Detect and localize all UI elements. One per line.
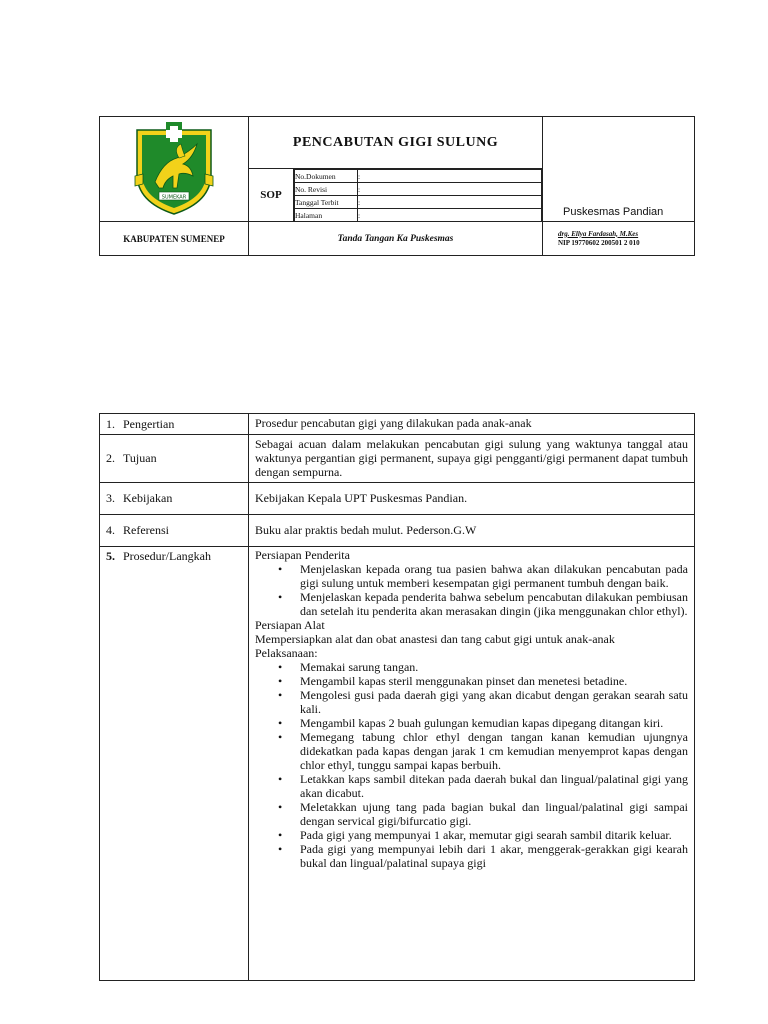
list-item: • Letakkan kaps sambil ditekan pada daerah bukal dan lingual/palatinal gigi yang akan dicabut.	[300, 772, 688, 800]
meta-halaman-label: Halaman	[295, 209, 358, 222]
table-row	[100, 435, 695, 483]
prosedur-content	[249, 547, 695, 981]
document-title: PENCABUTAN GIGI SULUNG	[249, 117, 543, 169]
signature-label: Tanda Tangan Ka Puskesmas	[249, 222, 543, 256]
kabupaten-name: KABUPATEN SUMENEP	[100, 222, 249, 256]
table-row	[100, 414, 695, 435]
table-row	[100, 547, 695, 981]
table-row	[100, 515, 695, 547]
pelaksanaan-title: Pelaksanaan:	[255, 646, 318, 660]
persiapan-alat-text: Mempersiapkan alat dan obat anastesi dan tang cabut gigi untuk anak-anak	[255, 632, 615, 646]
sop-content-table	[99, 413, 695, 981]
pelaksanaan-list	[255, 660, 688, 870]
persiapan-alat-title: Persiapan Alat	[255, 618, 325, 632]
table-row	[100, 483, 695, 515]
kabupaten-sumenep-logo	[133, 122, 215, 216]
list-item: • Menjelaskan kepada orang tua pasien bahwa akan dilakukan pencabutan pada gigi sulung untuk memberi kesempatan gigi permanent tumbuh dengan baik.	[300, 562, 688, 590]
list-item: • Pada gigi yang mempunyai lebih dari 1 akar, menggerak-gerakkan gigi kearah bukal dan lingual/palatinal supaya gigi	[300, 842, 688, 870]
row-text-kebijakan: Kebijakan Kepala UPT Puskesmas Pandian.	[249, 483, 695, 515]
row-text-tujuan: Sebagai acuan dalam melakukan pencabutan gigi sulung yang waktunya tanggal atau waktunya pergantian gigi permanent, supaya gigi pengganti/gigi permanent dapat tumbuh dengan sempurna.	[249, 435, 695, 483]
row-label-prosedur: 5. Prosedur/Langkah	[100, 547, 249, 981]
list-item: • Memegang tabung chlor ethyl dengan tangan kanan kemudian ujungnya didekatkan pada kapas dengan jarak 1 cm kemudian menyemprot kapas dengan chlor ethyl, tunggu sampai kapas berbuih.	[300, 730, 688, 772]
sop-label: SOP	[249, 169, 294, 222]
meta-no-dokumen-label: No.Dokumen	[295, 170, 358, 183]
meta-no-dokumen-sep: :	[358, 170, 542, 183]
list-item: • Pada gigi yang mempunyai 1 akar, memutar gigi searah sambil ditarik keluar.	[300, 828, 688, 842]
list-item: • Mengambil kapas steril menggunakan pinset dan menetesi betadine.	[300, 674, 688, 688]
row-text-pengertian: Prosedur pencabutan gigi yang dilakukan pada anak-anak	[249, 414, 695, 435]
list-item: • Mengolesi gusi pada daerah gigi yang akan dicabut dengan gerakan searah satu kali.	[300, 688, 688, 716]
row-label-referensi: 4. Referensi	[100, 515, 249, 547]
persiapan-penderita-title: Persiapan Penderita	[255, 548, 350, 562]
row-label-pengertian: 1. Pengertian	[100, 414, 249, 435]
list-item: • Menjelaskan kepada penderita bahwa sebelum pencabutan dilakukan pembiusan dan setelah itu penderita akan merasakan dingin (jika menggunakan chlor ethyl).	[300, 590, 688, 618]
sop-header-table	[99, 116, 695, 256]
signer-nip: NIP 19770602 200501 2 010	[558, 238, 640, 247]
meta-tanggal-terbit-sep: :	[358, 196, 542, 209]
logo-cell	[100, 117, 249, 222]
meta-tanggal-terbit-label: Tanggal Terbit	[295, 196, 358, 209]
puskesmas-name: Puskesmas Pandian	[543, 117, 695, 222]
row-label-kebijakan: 3. Kebijakan	[100, 483, 249, 515]
signer-block	[543, 222, 695, 256]
list-item: • Meletakkan ujung tang pada bagian bukal dan lingual/palatinal gigi sampai dengan servical gigi/bifurcatio gigi.	[300, 800, 688, 828]
list-item: • Memakai sarung tangan.	[300, 660, 688, 674]
document-meta	[294, 169, 543, 222]
meta-no-revisi-label: No. Revisi	[295, 183, 358, 196]
meta-halaman-sep: :	[358, 209, 542, 222]
signer-name: drg. Ellya Fardasah, M.Kes	[558, 229, 639, 238]
logo-motto: SUMEKAR	[161, 194, 187, 201]
persiapan-penderita-list	[255, 562, 688, 618]
meta-no-revisi-sep: :	[358, 183, 542, 196]
list-item: • Mengambil kapas 2 buah gulungan kemudian kapas dipegang ditangan kiri.	[300, 716, 688, 730]
row-text-referensi: Buku alar praktis bedah mulut. Pederson.G.W	[249, 515, 695, 547]
row-label-tujuan: 2. Tujuan	[100, 435, 249, 483]
